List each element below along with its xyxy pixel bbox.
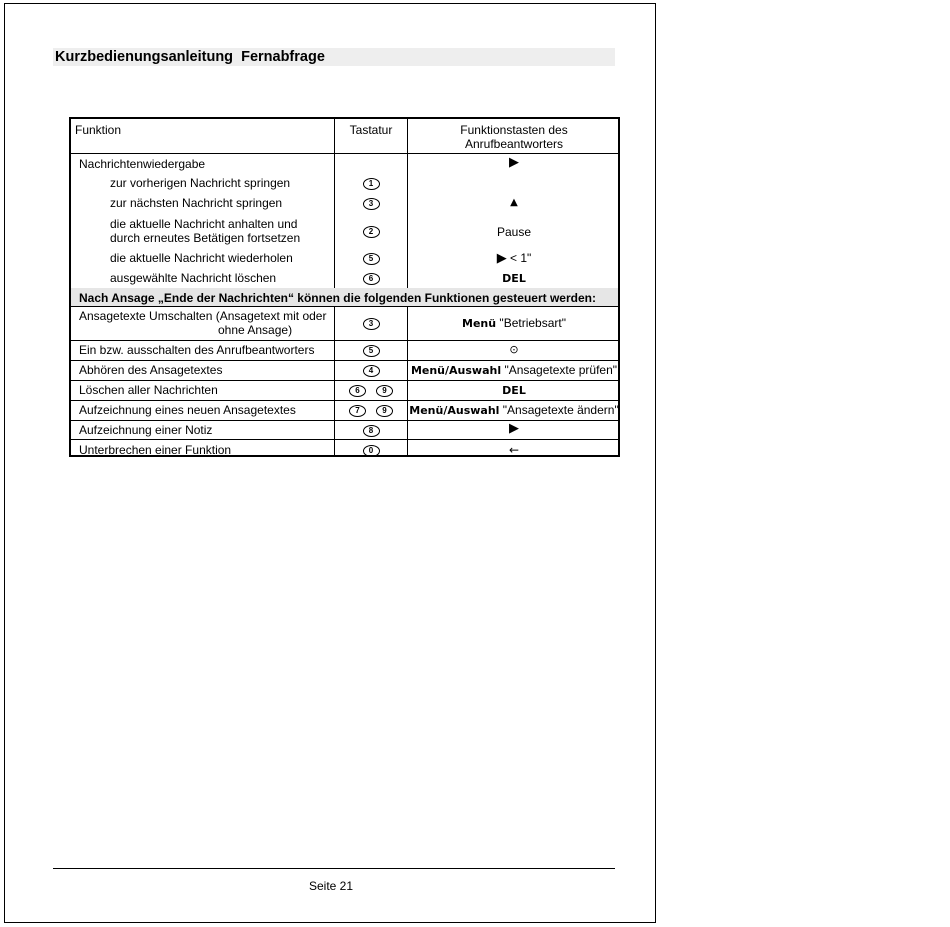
row-divider [71, 439, 618, 440]
pause-label: Pause [496, 225, 532, 239]
keypad-keys [335, 271, 407, 285]
play-icon: ▶ [509, 155, 519, 170]
keypad-keys [335, 403, 407, 417]
keypad-keys [335, 251, 407, 265]
playback-row-next: zur nächsten Nachricht springen [110, 196, 283, 210]
row-toggle-announcement: Ansagetexte Umschalten (Ansagetext mit oder [79, 309, 327, 323]
device-keys: Menü/Auswahl "Ansagetexte prüfen" [410, 363, 618, 377]
header-function: Funktion [75, 123, 122, 137]
row-divider [71, 400, 618, 401]
row-divider [71, 340, 618, 341]
row-toggle-announcement-line2: ohne Ansage) [218, 323, 293, 337]
quick-reference-table [69, 117, 620, 457]
playback-row-delete: ausgewählte Nachricht löschen [110, 271, 277, 285]
keypad-keys [335, 176, 407, 190]
playback-row-repeat: die aktuelle Nachricht wiederholen [110, 251, 293, 265]
keypad-keys [335, 316, 407, 330]
row-divider [71, 153, 618, 154]
row-divider [71, 360, 618, 361]
row-delete-all: Löschen aller Nachrichten [79, 383, 218, 397]
keypad-keys [335, 343, 407, 357]
key-3: 3 [363, 318, 380, 330]
key-5: 5 [363, 345, 380, 357]
row-record-announcement: Aufzeichnung eines neuen Ansagetextes [79, 403, 296, 417]
row-record-note: Aufzeichnung einer Notiz [79, 423, 213, 437]
key-5: 5 [363, 253, 380, 265]
key-8: 8 [363, 425, 380, 437]
page-title: Kurzbedienungsanleitung Fernabfrage [55, 49, 325, 65]
row-interrupt: Unterbrechen einer Funktion [79, 443, 232, 457]
up-arrow-icon: ▲ [510, 197, 518, 208]
key-6: 6 [349, 385, 366, 397]
row-divider [71, 380, 618, 381]
key-6: 6 [363, 273, 380, 285]
key-2: 2 [363, 226, 380, 238]
key-3: 3 [363, 198, 380, 210]
key-7: 7 [349, 405, 366, 417]
device-keys: Menü/Auswahl "Ansagetexte ändern" [409, 403, 619, 417]
repeat-device-key: ▶ < 1" [496, 251, 532, 266]
del-label: DEL [502, 272, 526, 285]
playback-label: Nachrichtenwiedergabe [79, 157, 206, 171]
playback-row-previous: zur vorherigen Nachricht springen [110, 176, 291, 190]
section-note: Nach Ansage „Ende der Nachrichten“ können die folgenden Funktionen gesteuert werden: [79, 291, 596, 305]
playback-row-pause: die aktuelle Nachricht anhalten und durch erneutes Betätigen fortsetzen [110, 217, 301, 245]
document-page [4, 3, 656, 923]
play-icon: ▶ [496, 251, 507, 266]
play-icon: ▶ [509, 421, 519, 436]
page-number: Seite 21 [308, 879, 354, 893]
device-keys: DEL [502, 384, 526, 397]
keypad-keys [335, 363, 407, 377]
header-device-keys: Funktionstasten des Anrufbeantworters [460, 123, 568, 151]
row-divider [71, 306, 618, 307]
keypad-keys [335, 383, 407, 397]
power-circle-icon: ⊙ [509, 343, 519, 356]
key-9: 9 [376, 385, 393, 397]
device-keys: Menü "Betriebsart" [462, 316, 566, 330]
footer-divider [53, 868, 615, 869]
key-1: 1 [363, 178, 380, 190]
key-9: 9 [376, 405, 393, 417]
row-power-toggle: Ein bzw. ausschalten des Anrufbeantworters [79, 343, 315, 357]
key-4: 4 [363, 365, 380, 377]
header-keypad: Tastatur [349, 123, 393, 137]
key-0: 0 [363, 445, 380, 457]
row-divider [71, 420, 618, 421]
keypad-keys [335, 423, 407, 437]
keypad-keys [335, 224, 407, 238]
keypad-keys [335, 196, 407, 210]
row-listen-announcement: Abhören des Ansagetextes [79, 363, 223, 377]
keypad-keys [335, 443, 407, 457]
back-arrow-icon: ← [508, 443, 520, 457]
